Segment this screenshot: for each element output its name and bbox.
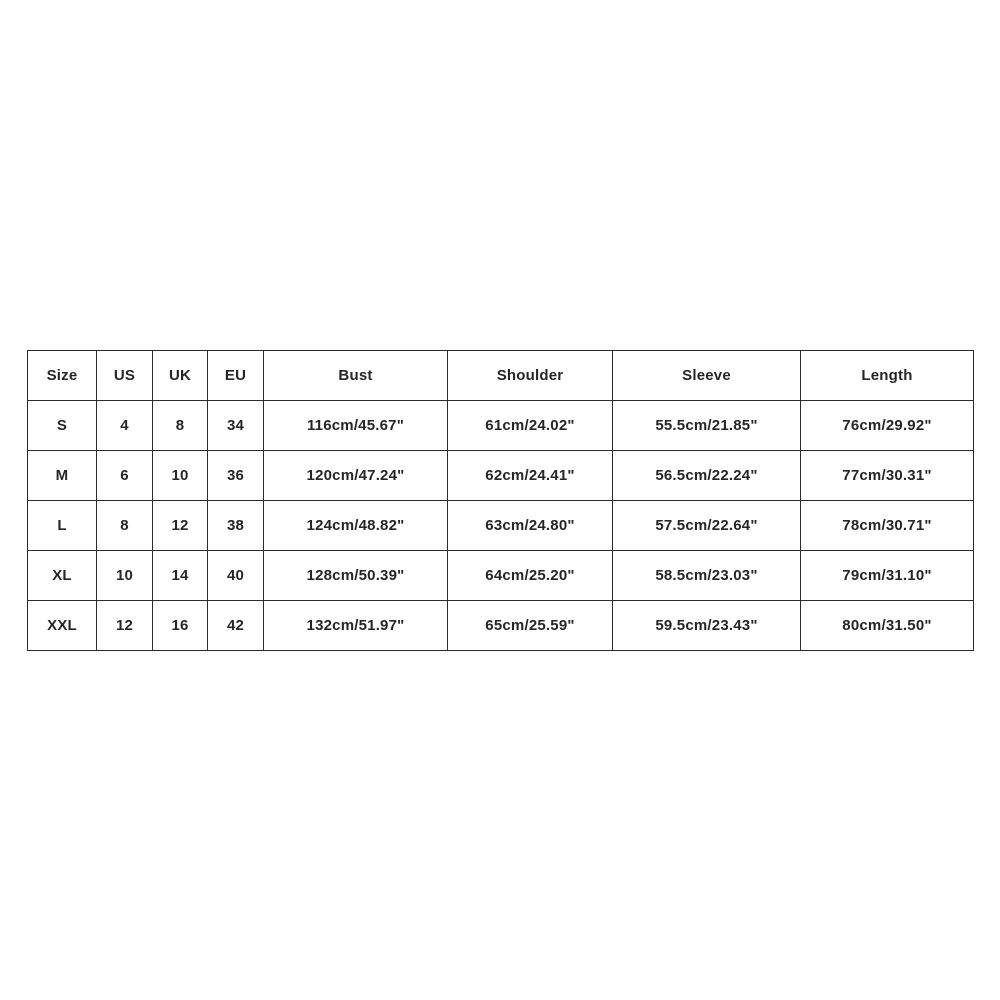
cell-length: 78cm/30.71"	[801, 501, 974, 551]
cell-sleeve: 56.5cm/22.24"	[613, 451, 801, 501]
cell-us: 8	[97, 501, 153, 551]
cell-size: M	[28, 451, 97, 501]
table-row-m	[28, 451, 974, 501]
table-row-l	[28, 501, 974, 551]
cell-length: 79cm/31.10"	[801, 551, 974, 601]
header-cell-sleeve: Sleeve	[613, 351, 801, 401]
cell-shoulder: 64cm/25.20"	[448, 551, 613, 601]
cell-us: 10	[97, 551, 153, 601]
cell-bust: 120cm/47.24"	[264, 451, 448, 501]
cell-eu: 42	[208, 601, 264, 651]
cell-length: 76cm/29.92"	[801, 401, 974, 451]
cell-size: XL	[28, 551, 97, 601]
header-row	[28, 351, 974, 401]
cell-shoulder: 65cm/25.59"	[448, 601, 613, 651]
cell-uk: 14	[153, 551, 208, 601]
cell-eu: 38	[208, 501, 264, 551]
cell-bust: 116cm/45.67"	[264, 401, 448, 451]
table-row-xxl	[28, 601, 974, 651]
size-chart-table	[27, 350, 974, 651]
cell-us: 4	[97, 401, 153, 451]
header-cell-length: Length	[801, 351, 974, 401]
table-row-xl	[28, 551, 974, 601]
cell-length: 80cm/31.50"	[801, 601, 974, 651]
cell-uk: 16	[153, 601, 208, 651]
cell-eu: 34	[208, 401, 264, 451]
cell-sleeve: 59.5cm/23.43"	[613, 601, 801, 651]
header-cell-us: US	[97, 351, 153, 401]
cell-eu: 40	[208, 551, 264, 601]
cell-bust: 132cm/51.97"	[264, 601, 448, 651]
cell-sleeve: 58.5cm/23.03"	[613, 551, 801, 601]
cell-bust: 128cm/50.39"	[264, 551, 448, 601]
cell-eu: 36	[208, 451, 264, 501]
cell-uk: 8	[153, 401, 208, 451]
header-cell-size: Size	[28, 351, 97, 401]
cell-uk: 12	[153, 501, 208, 551]
cell-length: 77cm/30.31"	[801, 451, 974, 501]
cell-shoulder: 63cm/24.80"	[448, 501, 613, 551]
header-cell-uk: UK	[153, 351, 208, 401]
cell-bust: 124cm/48.82"	[264, 501, 448, 551]
cell-size: L	[28, 501, 97, 551]
cell-sleeve: 55.5cm/21.85"	[613, 401, 801, 451]
cell-shoulder: 61cm/24.02"	[448, 401, 613, 451]
cell-size: XXL	[28, 601, 97, 651]
header-cell-eu: EU	[208, 351, 264, 401]
cell-size: S	[28, 401, 97, 451]
header-cell-shoulder: Shoulder	[448, 351, 613, 401]
table-row-s	[28, 401, 974, 451]
cell-us: 6	[97, 451, 153, 501]
header-cell-bust: Bust	[264, 351, 448, 401]
cell-sleeve: 57.5cm/22.64"	[613, 501, 801, 551]
cell-shoulder: 62cm/24.41"	[448, 451, 613, 501]
cell-uk: 10	[153, 451, 208, 501]
cell-us: 12	[97, 601, 153, 651]
